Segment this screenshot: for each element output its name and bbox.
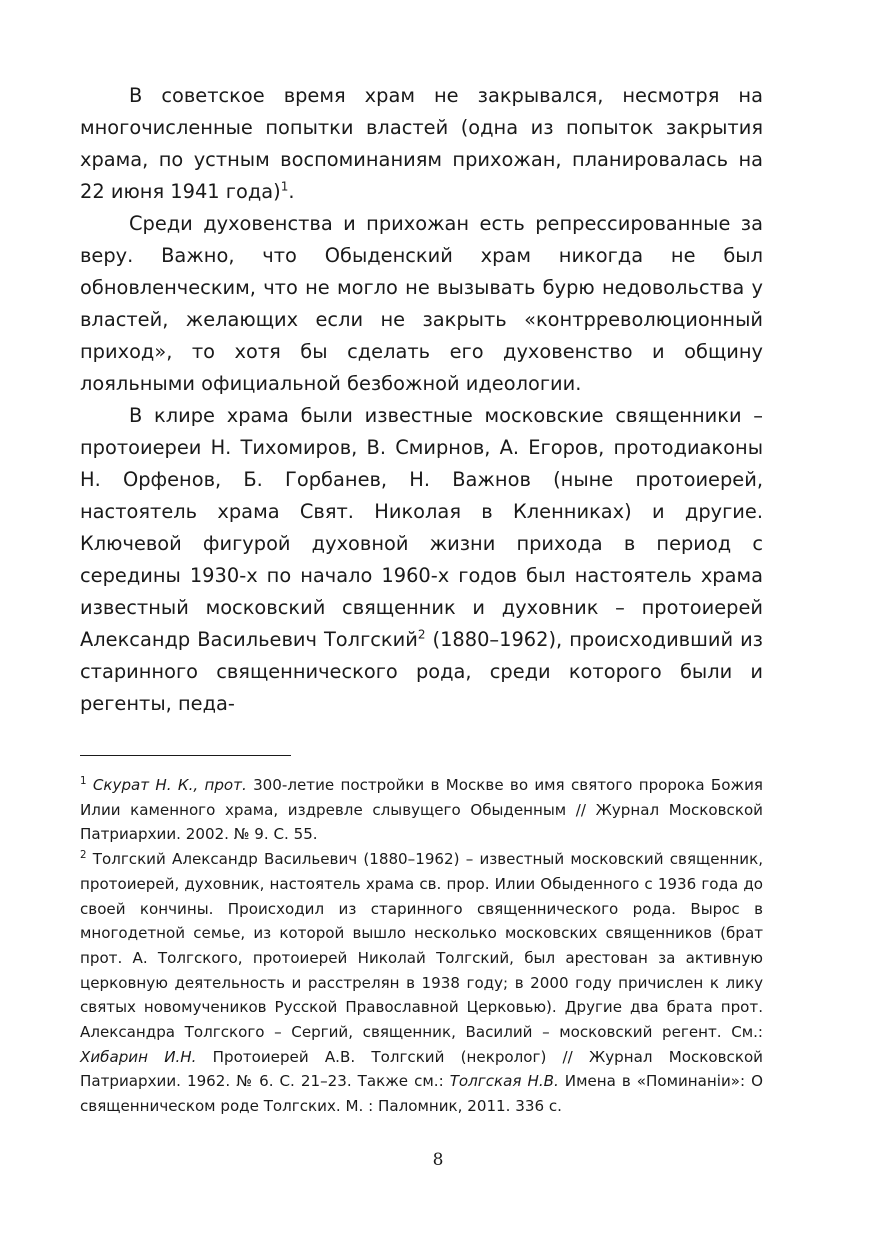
paragraph-2: Среди духовенства и прихожан есть репрессированные за веру. Важно, что Обыденский храм никогда не был обновленческим, что не могло не вызывать бурю недовольства у властей, желающих если не закрыть «контрреволюционный приход», то хотя бы сделать его духовенство и общину лояльными официальной безбожной идеологии. bbox=[80, 212, 763, 395]
footnote-2-text-b: Протоиерей А.В. Толгский (некролог) // Журнал Московской Патриархии. 1962. № 6. С. 21–23. Также см.: bbox=[80, 1047, 763, 1091]
footnotes bbox=[80, 773, 763, 1119]
footnote-2-marker: 2 bbox=[80, 849, 87, 862]
footnote-2-text-a: Толгский Александр Васильевич (1880–1962) – известный московский священник, протоиерей, духовник, настоятель храма св. прор. Илии Обыденного с 1936 года до своей кончины. Происходил из старинного священнического рода. Вырос в многодетной семье, из которой вышло несколько московских священников (брат прот. А. Толгского, протоиерей Николай Толгский, был арестован за активную церковную деятельность и расстрелян в 1938 году; в 2000 году причислен к лику святых новомучеников Русской Православной Церковью). Другие два брата прот. Александра Толгского – Сергий, священник, Василий – московский регент. См.: bbox=[80, 850, 763, 1042]
footnote-1-author: Скурат Н. К., прот. bbox=[92, 776, 247, 794]
footnote-ref-1[interactable]: 1 bbox=[280, 179, 289, 194]
footnote-2-author-a: Хибарин И.Н. bbox=[80, 1047, 197, 1066]
main-text bbox=[80, 80, 763, 720]
footnote-ref-2[interactable]: 2 bbox=[417, 627, 426, 642]
footnote-2 bbox=[80, 847, 763, 1119]
footnote-separator bbox=[80, 755, 291, 756]
paragraph-1-text: В советское время храм не закрывался, несмотря на многочисленные попытки властей (одна из попыток закрытия храма, по устным воспоминаниям прихожан, планировалась на 22 июня 1941 года) bbox=[80, 84, 763, 203]
page-number: 8 bbox=[432, 1150, 444, 1170]
footnote-1-text: 300-летие постройки в Москве во имя святого пророка Божия Илии каменного храма, издревле слывущего Обыденным // Журнал Московской Патриархии. 2002. № 9. С. 55. bbox=[80, 776, 763, 844]
footnote-1-marker: 1 bbox=[80, 774, 87, 787]
paragraph-3 bbox=[80, 400, 763, 720]
footnote-1 bbox=[80, 773, 763, 847]
paragraph-1-end: . bbox=[288, 180, 295, 203]
paragraph-3-text-before: В клире храма были известные московские священники – протоиереи Н. Тихомиров, В. Смирнов, А. Егоров, протодиаконы Н. Орфенов, Б. Горбанев, Н. Важнов (ныне протоиерей, настоятель храма Свят. Николая в Кленниках) и другие. Ключевой фигурой духовной жизни прихода в период с середины 1930-х по начало 1960-х годов был настоятель храма известный московский священник и духовник – протоиерей Александр Васильевич Толгский bbox=[80, 404, 763, 651]
page-body bbox=[80, 80, 763, 1119]
paragraph-3-text-after: (1880–1962), происходивший из старинного священнического рода, среди которого были и регенты, педа- bbox=[80, 628, 763, 715]
paragraph-1 bbox=[80, 80, 763, 208]
footnote-2-author-b: Толгская Н.В. bbox=[449, 1072, 559, 1091]
footnote-2-text-c: Имена в «Поминанiи»: О священническом роде Толгских. М. : Паломник, 2011. 336 с. bbox=[80, 1072, 763, 1116]
